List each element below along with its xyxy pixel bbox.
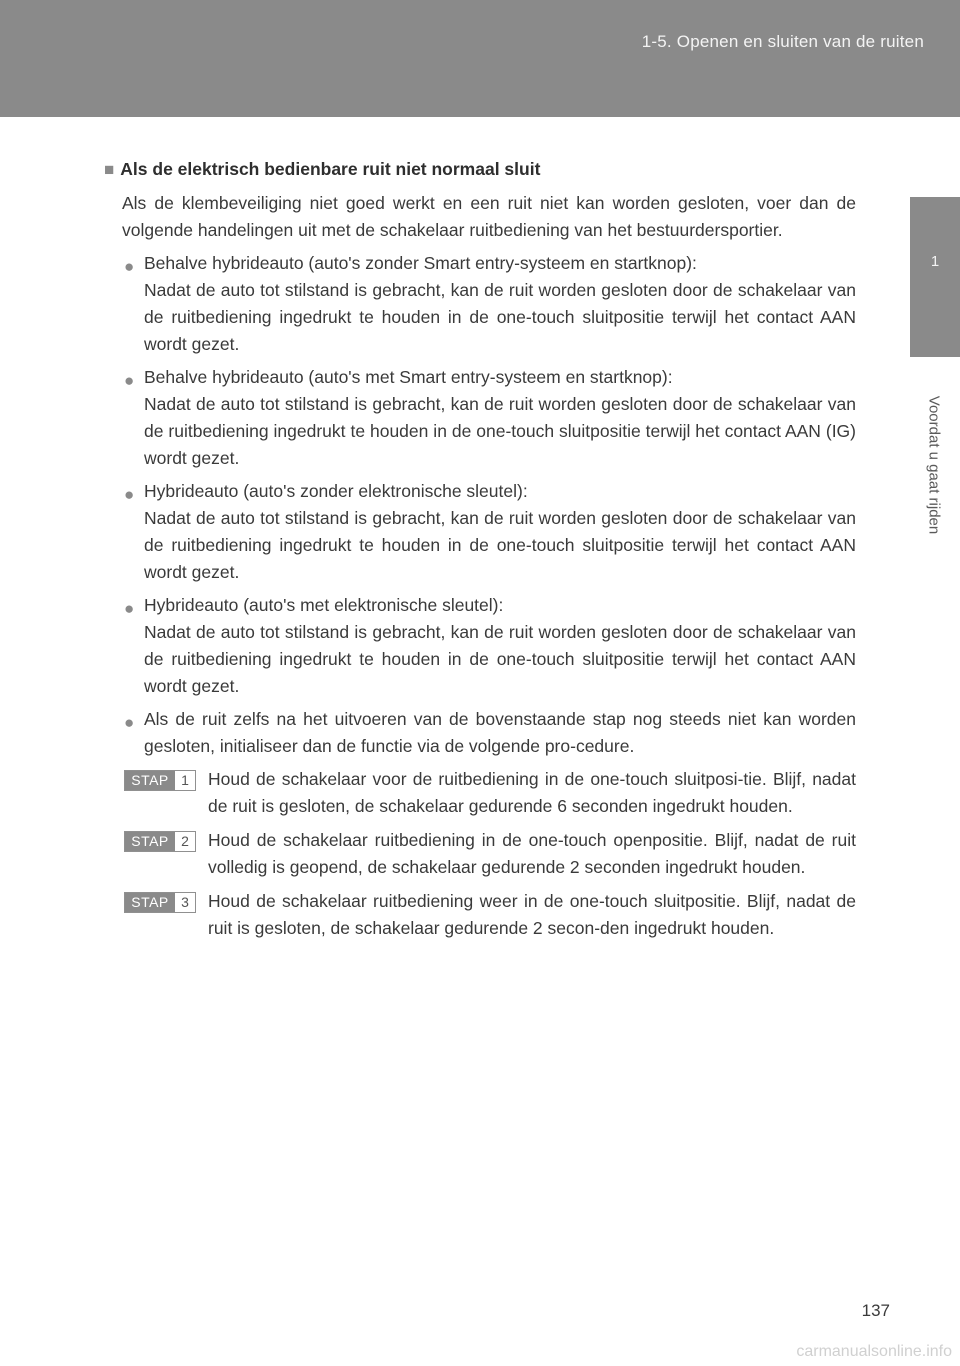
step-item [104,766,856,820]
intro-paragraph: Als de klembeveiliging niet goed werkt en een ruit niet kan worden gesloten, voer dan de volgende handelingen uit met de schakelaar ruitbediening van het bestuurdersportier. [122,193,856,240]
step-text: Houd de schakelaar ruitbediening weer in de one-touch sluitpositie. Blijf, nadat de ruit is gesloten, de schakelaar gedurende 2 secon-den ingedrukt houden. [208,891,856,938]
step-item [104,827,856,881]
circle-bullet-icon: ● [124,371,135,390]
page-number: 137 [861,1301,890,1320]
page-header [0,0,960,117]
section-title-text: Als de elektrisch bedienbare ruit niet normaal sluit [120,159,541,179]
circle-bullet-icon: ● [124,257,135,276]
step-text: Houd de schakelaar ruitbediening in de one-touch openpositie. Blijf, nadat de ruit volledig is geopend, de schakelaar gedurende 2 seconden ingedrukt houden. [208,830,856,877]
list-item [104,364,856,472]
circle-bullet-icon: ● [124,599,135,618]
list-item [104,478,856,586]
step-badge-number: 3 [175,893,195,912]
chapter-number: 1 [930,253,940,270]
bullet-text: Nadat de auto tot stilstand is gebracht, kan de ruit worden gesloten door de schakelaar van de ruitbediening ingedrukt te houden in de one-touch sluitpositie terwijl het contact AAN wordt gezet. [144,280,856,354]
page-content [104,157,856,949]
bullet-lead: Behalve hybrideauto (auto's zonder Smart entry-systeem en startknop): [144,253,697,273]
bullet-text: Nadat de auto tot stilstand is gebracht, kan de ruit worden gesloten door de schakelaar van de ruitbediening ingedrukt te houden in de one-touch sluitpositie terwijl het contact AAN (IG) wordt gezet. [144,394,856,468]
step-text: Houd de schakelaar voor de ruitbediening in de one-touch sluitposi-tie. Blijf, nadat de ruit is gesloten, de schakelaar gedurende 6 seconden ingedrukt houden. [208,769,856,816]
step-badge [124,892,196,913]
circle-bullet-icon: ● [124,713,135,732]
step-badge-word: STAP [125,832,175,851]
watermark: carmanualsonline.info [796,1343,952,1360]
list-item [104,592,856,700]
list-item [104,250,856,358]
step-badge-number: 2 [175,832,195,851]
chapter-title: 1-5. Openen en sluiten van de ruiten [641,32,924,51]
chapter-side-label: Voordat u gaat rijden [925,395,943,535]
section-heading [104,157,856,182]
bullet-text: Nadat de auto tot stilstand is gebracht, kan de ruit worden gesloten door de schakelaar van de ruitbediening ingedrukt te houden in de one-touch sluitpositie terwijl het contact AAN wordt gezet. [144,622,856,696]
bullet-text: Als de ruit zelfs na het uitvoeren van de bovenstaande stap nog steeds niet kan worden gesloten, initialiseer dan de functie via de volgende pro-cedure. [144,709,856,756]
step-badge [124,831,196,852]
step-item [104,888,856,942]
bullet-text: Nadat de auto tot stilstand is gebracht, kan de ruit worden gesloten door de schakelaar van de ruitbediening ingedrukt te houden in de one-touch sluitpositie terwijl het contact AAN wordt gezet. [144,508,856,582]
step-badge-number: 1 [175,771,195,790]
square-bullet-icon: ■ [104,160,115,179]
bullet-lead: Hybrideauto (auto's met elektronische sleutel): [144,595,504,615]
bullet-lead: Hybrideauto (auto's zonder elektronische sleutel): [144,481,528,501]
circle-bullet-icon: ● [124,485,135,504]
step-badge-word: STAP [125,771,175,790]
step-badge-word: STAP [125,893,175,912]
list-item [104,706,856,760]
bullet-lead: Behalve hybrideauto (auto's met Smart entry-systeem en startknop): [144,367,673,387]
step-badge [124,770,196,791]
chapter-tab [910,197,960,357]
